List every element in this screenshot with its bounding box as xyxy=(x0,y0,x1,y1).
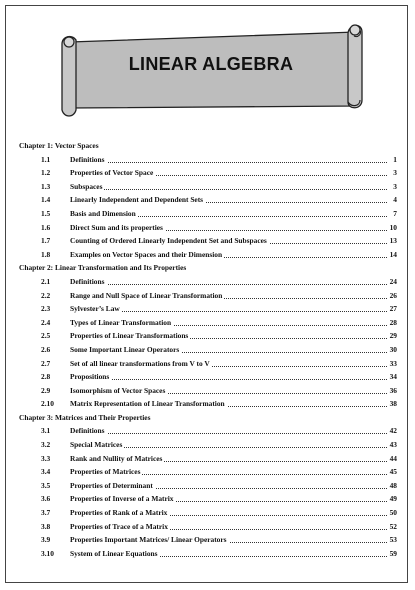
toc-entry[interactable] xyxy=(19,193,397,207)
section-number: 3.10 xyxy=(41,548,54,558)
section-title: Counting of Ordered Linearly Independent Set and Subspaces xyxy=(70,234,269,248)
section-number: 3.1 xyxy=(41,426,51,436)
chapter-heading: Chapter 3: Matrices and Their Properties xyxy=(19,412,151,422)
toc-entry[interactable] xyxy=(19,438,397,452)
page-number: 36 xyxy=(387,384,397,398)
toc-entry[interactable] xyxy=(19,506,397,520)
toc-entry[interactable] xyxy=(19,479,397,493)
dot-leader xyxy=(70,433,387,434)
page-number: 52 xyxy=(387,520,397,534)
section-number: 2.6 xyxy=(41,344,51,354)
toc-entry[interactable] xyxy=(19,452,397,466)
toc-entry[interactable] xyxy=(19,465,397,479)
section-title: Some Important Linear Operators xyxy=(70,343,181,357)
toc-entry[interactable] xyxy=(19,153,397,167)
toc-entry[interactable] xyxy=(19,397,397,411)
dot-leader xyxy=(70,284,387,285)
section-title: Properties of Matrices xyxy=(70,465,142,479)
table-of-contents xyxy=(19,139,397,560)
section-title: Definitions xyxy=(70,424,107,438)
section-number: 2.5 xyxy=(41,331,51,341)
section-number: 3.7 xyxy=(41,508,51,518)
section-number: 1.1 xyxy=(41,154,51,164)
section-title: System of Linear Equations xyxy=(70,547,160,561)
toc-entry[interactable] xyxy=(19,207,397,221)
section-number: 1.6 xyxy=(41,222,51,232)
page-number: 10 xyxy=(387,221,397,235)
section-number: 3.4 xyxy=(41,467,51,477)
section-number: 1.3 xyxy=(41,181,51,191)
page-number: 4 xyxy=(387,193,397,207)
document-page xyxy=(5,5,408,583)
section-title: Special Matrices xyxy=(70,438,124,452)
toc-entry[interactable] xyxy=(19,384,397,398)
page-number: 3 xyxy=(387,180,397,194)
section-title: Set of all linear transformations from V to V xyxy=(70,357,212,371)
section-title: Propositions xyxy=(70,370,111,384)
toc-entry[interactable] xyxy=(19,357,397,371)
section-title: Properties of Rank of a Matrix xyxy=(70,506,169,520)
section-title: Matrix Representation of Linear Transformation xyxy=(70,397,227,411)
section-title: Subspaces xyxy=(70,180,104,194)
section-title: Range and Null Space of Linear Transformation xyxy=(70,289,224,303)
toc-entry[interactable] xyxy=(19,492,397,506)
section-number: 3.6 xyxy=(41,494,51,504)
section-number: 1.2 xyxy=(41,168,51,178)
section-number: 2.7 xyxy=(41,358,51,368)
section-number: 3.2 xyxy=(41,440,51,450)
book-title: LINEAR ALGEBRA xyxy=(128,54,294,74)
page-number: 33 xyxy=(387,357,397,371)
page-number: 26 xyxy=(387,289,397,303)
section-title: Basis and Dimension xyxy=(70,207,138,221)
dot-leader xyxy=(70,379,387,380)
section-number: 2.4 xyxy=(41,317,51,327)
section-title: Properties of Inverse of a Matrix xyxy=(70,492,176,506)
page-number: 53 xyxy=(387,533,397,547)
toc-entry[interactable] xyxy=(19,166,397,180)
toc-entry[interactable] xyxy=(19,180,397,194)
section-number: 3.9 xyxy=(41,535,51,545)
page-number: 7 xyxy=(387,207,397,221)
toc-entry[interactable] xyxy=(19,289,397,303)
section-number: 2.9 xyxy=(41,385,51,395)
page-number: 28 xyxy=(387,316,397,330)
section-number: 3.3 xyxy=(41,453,51,463)
section-title: Sylvester’s Law xyxy=(70,302,122,316)
section-number: 1.4 xyxy=(41,195,51,205)
toc-entry[interactable] xyxy=(19,316,397,330)
page-number: 29 xyxy=(387,329,397,343)
page-number: 45 xyxy=(387,465,397,479)
page-number: 13 xyxy=(387,234,397,248)
dot-leader xyxy=(70,162,387,163)
page-number: 48 xyxy=(387,479,397,493)
section-title: Isomorphism of Vector Spaces xyxy=(70,384,167,398)
page-number: 44 xyxy=(387,452,397,466)
section-number: 1.7 xyxy=(41,236,51,246)
title-banner xyxy=(56,18,366,118)
section-number: 2.3 xyxy=(41,304,51,314)
section-title: Rank and Nullity of Matrices xyxy=(70,452,164,466)
toc-entry[interactable] xyxy=(19,520,397,534)
toc-entry[interactable] xyxy=(19,533,397,547)
section-title: Types of Linear Transformation xyxy=(70,316,173,330)
chapter-heading: Chapter 2: Linear Transformation and Its Properties xyxy=(19,263,187,273)
toc-entry[interactable] xyxy=(19,343,397,357)
toc-entry[interactable] xyxy=(19,248,397,262)
page-number: 59 xyxy=(387,547,397,561)
section-title: Properties of Linear Transformations xyxy=(70,329,190,343)
toc-entry[interactable] xyxy=(19,221,397,235)
toc-entry[interactable] xyxy=(19,547,397,561)
section-number: 2.1 xyxy=(41,276,51,286)
page-number: 1 xyxy=(387,153,397,167)
page-number: 24 xyxy=(387,275,397,289)
section-title: Properties of Trace of a Matrix xyxy=(70,520,170,534)
page-number: 34 xyxy=(387,370,397,384)
toc-entry[interactable] xyxy=(19,329,397,343)
section-number: 2.2 xyxy=(41,290,51,300)
page-number: 27 xyxy=(387,302,397,316)
section-title: Examples on Vector Spaces and their Dimension xyxy=(70,248,224,262)
page-number: 30 xyxy=(387,343,397,357)
page-number: 3 xyxy=(387,166,397,180)
section-title: Direct Sum and its properties xyxy=(70,221,165,235)
section-number: 1.5 xyxy=(41,208,51,218)
toc-entry[interactable] xyxy=(19,302,397,316)
section-title: Definitions xyxy=(70,153,107,167)
section-title: Definitions xyxy=(70,275,107,289)
section-number: 2.10 xyxy=(41,399,54,409)
page-number: 42 xyxy=(387,424,397,438)
toc-entry[interactable] xyxy=(19,370,397,384)
page-number: 49 xyxy=(387,492,397,506)
page-number: 50 xyxy=(387,506,397,520)
section-number: 3.8 xyxy=(41,521,51,531)
toc-entry[interactable] xyxy=(19,275,397,289)
dot-leader xyxy=(70,189,387,190)
section-title: Properties of Determinant xyxy=(70,479,155,493)
page-number: 14 xyxy=(387,248,397,262)
page-number: 43 xyxy=(387,438,397,452)
section-number: 1.8 xyxy=(41,249,51,259)
chapter-heading: Chapter 1: Vector Spaces xyxy=(19,141,99,150)
toc-entry[interactable] xyxy=(19,234,397,248)
section-title: Properties of Vector Space xyxy=(70,166,155,180)
section-number: 3.5 xyxy=(41,480,51,490)
toc-entry[interactable] xyxy=(19,424,397,438)
page-number: 38 xyxy=(387,397,397,411)
section-title: Linearly Independent and Dependent Sets xyxy=(70,193,205,207)
section-title: Properties Important Matrices/ Linear Operators xyxy=(70,533,229,547)
section-number: 2.8 xyxy=(41,372,51,382)
